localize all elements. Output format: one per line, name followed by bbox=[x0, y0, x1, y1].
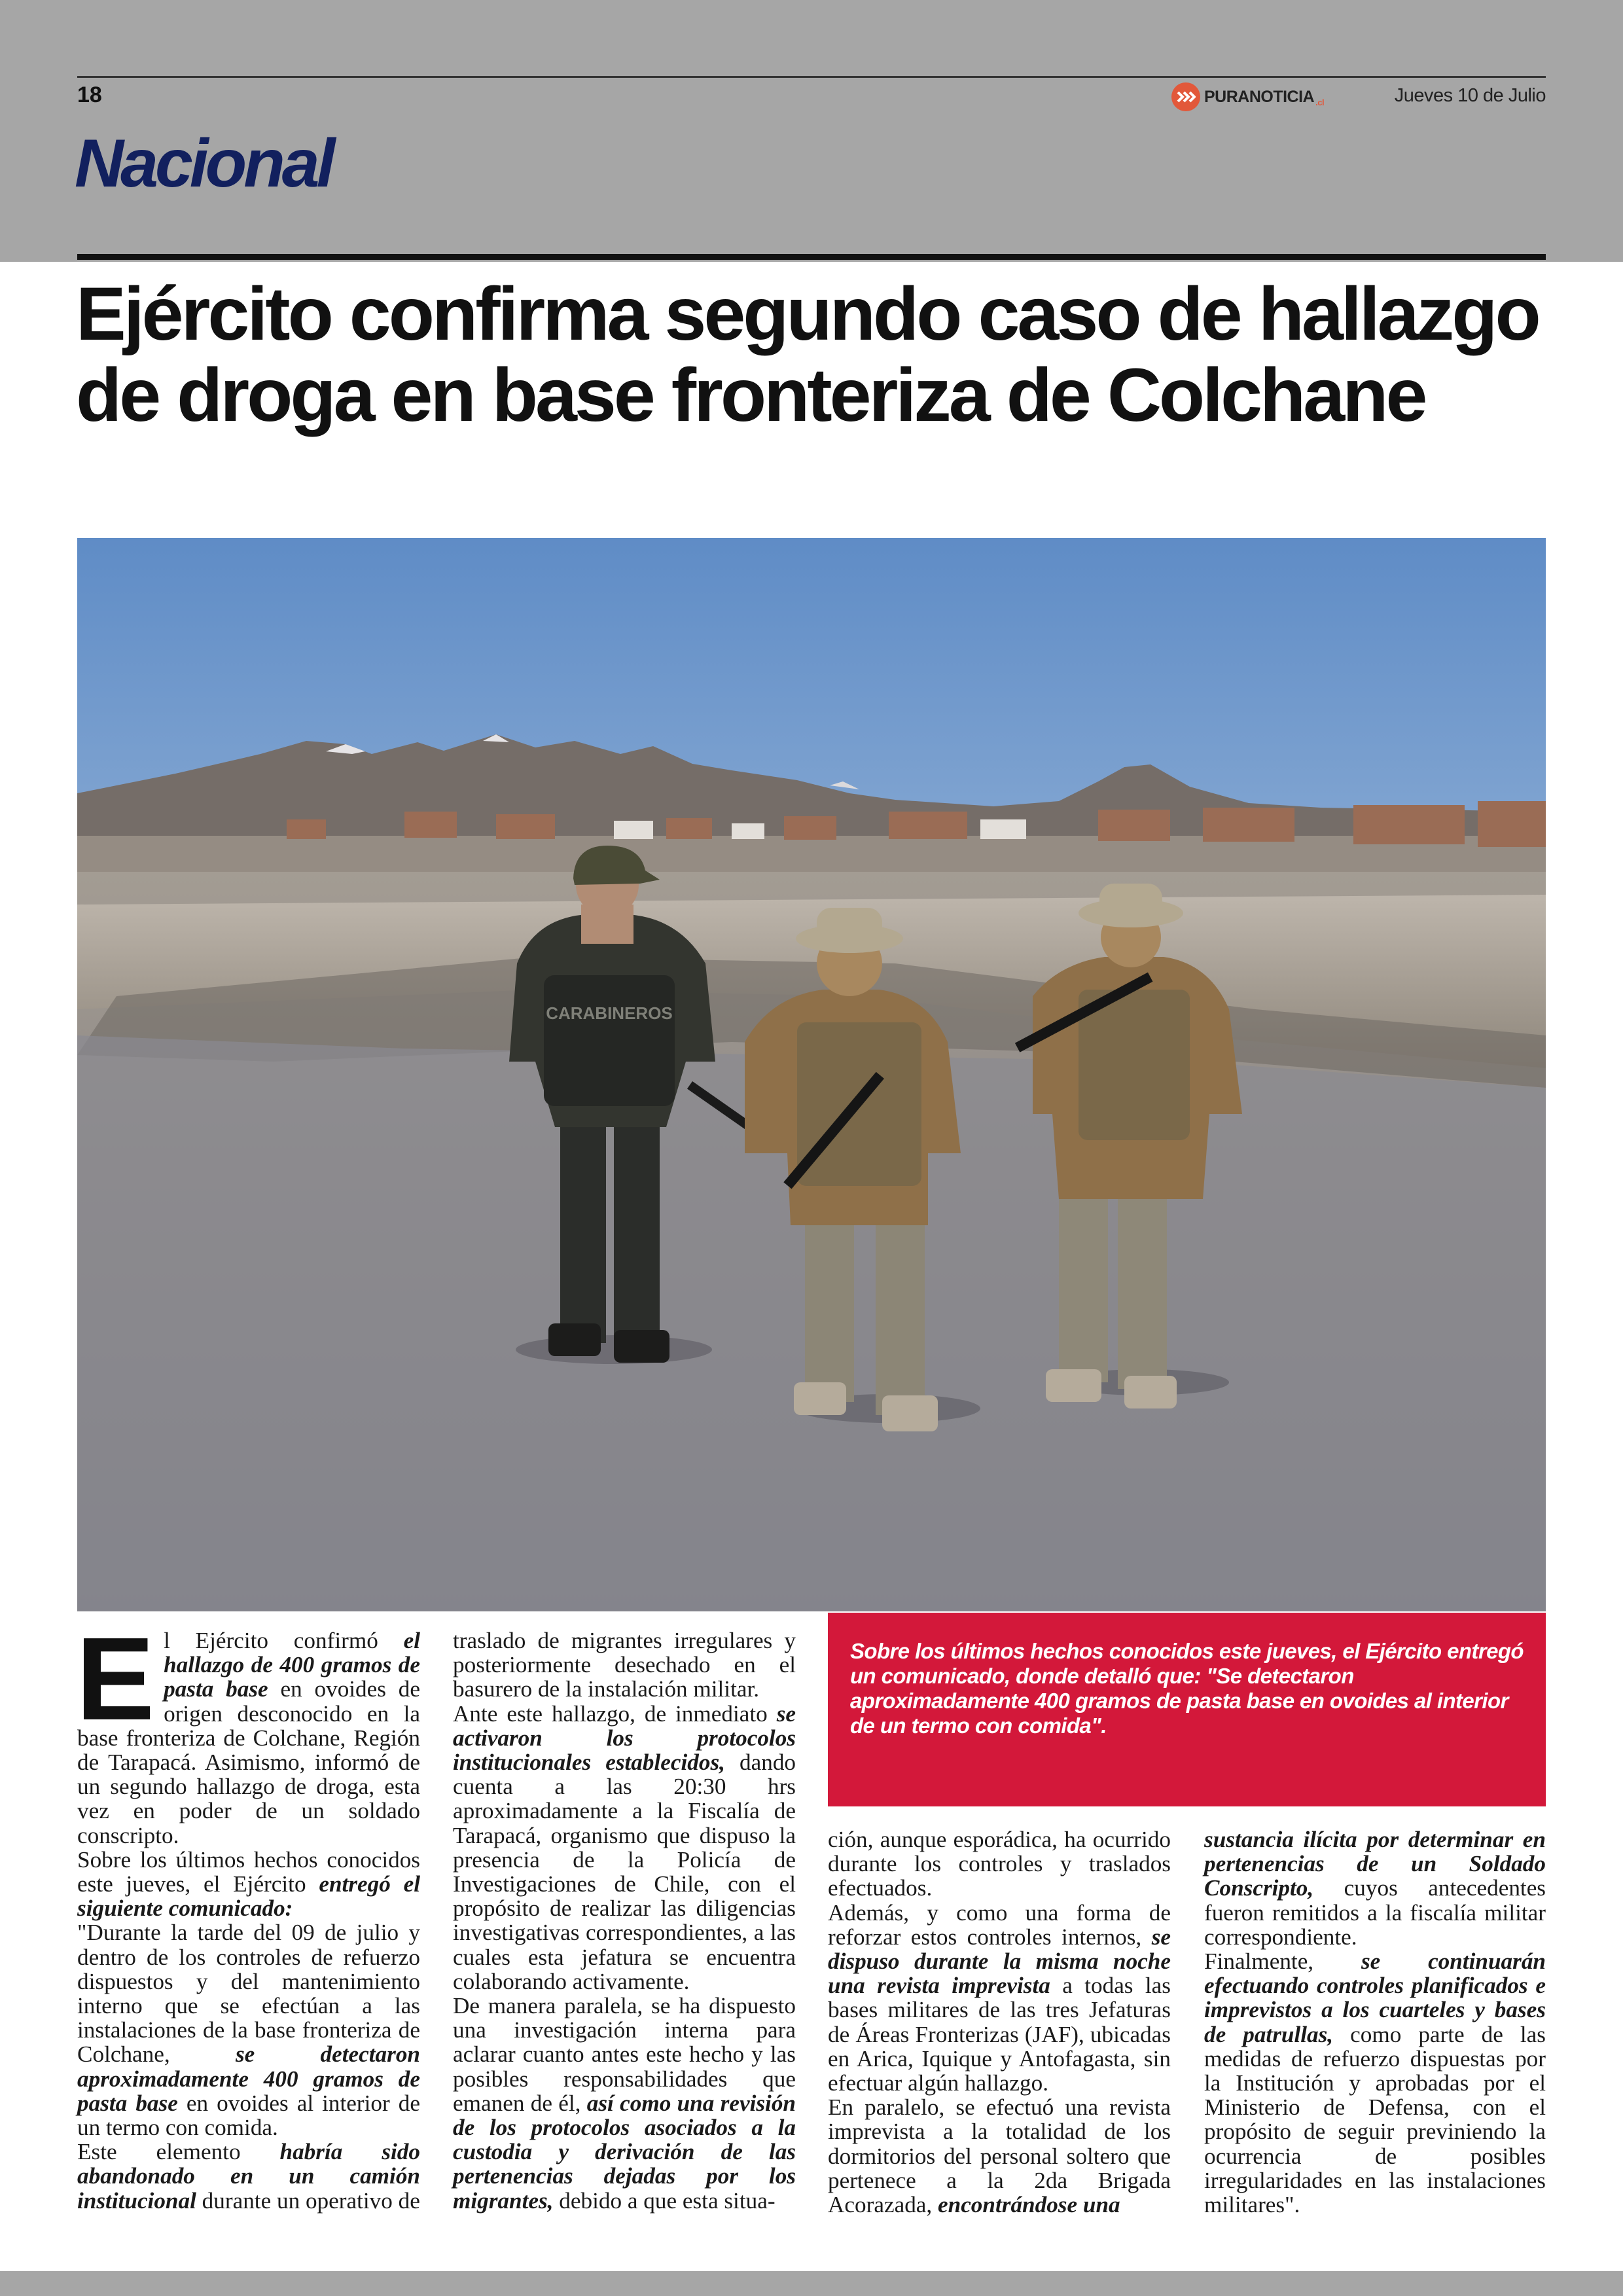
logo-suffix: .cl bbox=[1315, 98, 1325, 107]
section-title: Nacional bbox=[75, 126, 332, 202]
bold-text: sustancia ilícita por determinar en pertenencias de un Soldado Conscripto, bbox=[1204, 1827, 1546, 1901]
text: "Durante la tarde del 09 de julio y dentro de los controles de refuerzo dispuestos y del mantenimiento interno que se efectúan a las instalaciones de la base fronteriza de Colchane, bbox=[77, 1920, 420, 2068]
bold-text: habría sido abandonado en un camión institucional bbox=[77, 2139, 420, 2214]
text: Además, y como una forma de reforzar estos controles internos, bbox=[828, 1899, 1171, 1950]
issue-date: Jueves 10 de Julio bbox=[1394, 85, 1546, 106]
footer-band bbox=[0, 2271, 1623, 2296]
bold-text: se activaron los protocolos institucionales establecidos, bbox=[453, 1700, 796, 1776]
text: cuyos antecedentes fueron remitidos a la fiscalía militar correspondiente. bbox=[1204, 1875, 1546, 1950]
text: a todas las bases militares de las tres Jefaturas de Áreas Fronterizas (JAF), ubicadas en Arica, Iquique y Antofagasta, sin efectuar algún hallazgo. bbox=[828, 1973, 1171, 2096]
section-rule bbox=[77, 254, 1546, 260]
bold-text: se dispuso durante la misma noche una revista imprevista bbox=[828, 1924, 1171, 1999]
text: en ovoides de origen desconocido en la base fronteriza de Colchane, Región de Tarapacá. Asimismo, informó de un segundo hallazgo de droga, esta vez en poder de un soldado conscripto. bbox=[77, 1676, 420, 1848]
pull-quote bbox=[828, 1613, 1546, 1806]
text: l Ejército confirmó bbox=[164, 1628, 404, 1653]
text: ción, aunque esporádica, ha ocurrido durante los controles y traslados efectuados. bbox=[828, 1827, 1171, 1901]
drop-cap: E bbox=[76, 1613, 155, 1745]
article-column-2 bbox=[453, 1628, 796, 2213]
text: Finalmente, bbox=[1204, 1948, 1361, 1975]
text: como parte de las medidas de refuerzo dispuestas por la Institución y aprobadas por el Ministerio de Defensa, con el propósito de seguir previniendo la ocurrencia de posibles irregularidades en las instalaciones militares". bbox=[1204, 2021, 1546, 2218]
text: traslado de migrantes irregulares y posteriormente desechado en el basurero de la instalación militar. bbox=[453, 1628, 796, 1702]
bold-text: entregó el siguiente comunicado: bbox=[77, 1871, 420, 1922]
bold-text: así como una revisión de los protocolos asociados a la custodia y derivación de las pertenencias dejadas por los migrantes, bbox=[453, 2090, 796, 2214]
article-photo bbox=[77, 538, 1546, 1611]
header-rule bbox=[77, 76, 1546, 78]
vest-label: CARABINEROS bbox=[546, 1003, 673, 1023]
text: Sobre los últimos hechos conocidos este jueves, el Ejército bbox=[77, 1846, 420, 1897]
pull-quote-text: Sobre los últimos hechos conocidos este jueves, el Ejército entregó un comunicado, donde detalló que: "Se detectaron aproximadamente 400 gramos de pasta base en ovoides al interior de un termo con comida". bbox=[850, 1639, 1524, 1738]
logo-text: PURANOTICIA bbox=[1204, 87, 1315, 106]
bold-text: encontrándose una bbox=[938, 2192, 1120, 2218]
text: dando cuenta a las 20:30 hrs aproximadamente a la Fiscalía de Tarapacá, organismo que dispuso la presencia de la Policía de Investigaciones de Chile, con el propósito de realizar las diligencias investigativas correspondientes, a las cuales esta jefatura se encuentra colaborando activamente. bbox=[453, 1749, 796, 1994]
headline: Ejército confirma segundo caso de hallazgo de droga en base fronteriza de Colchane bbox=[76, 272, 1539, 437]
article-column-3 bbox=[828, 1827, 1171, 2217]
text: En paralelo, se efectuó una revista imprevista a la totalidad de los dormitorios del personal soltero que pertenece a la 2da Brigada Acorazada, bbox=[828, 2094, 1171, 2218]
text: debido a que esta situa- bbox=[553, 2187, 776, 2214]
bold-text: se continuarán efectuando controles planificados e imprevistos a los cuarteles y bases de patrullas, bbox=[1204, 1948, 1546, 2047]
text: durante un operativo de bbox=[196, 2187, 420, 2214]
text: Ante este hallazgo, de inmediato bbox=[453, 1700, 777, 1727]
bold-text: el hallazgo de 400 gramos de pasta base bbox=[164, 1628, 420, 1702]
article-column-4 bbox=[1204, 1827, 1546, 2217]
text: Este elemento bbox=[77, 2139, 280, 2165]
page-number: 18 bbox=[77, 82, 102, 107]
text: De manera paralela, se ha dispuesto una investigación interna para aclarar cuanto antes este hecho y las posibles responsabilidades que emanen de él, bbox=[453, 1993, 796, 2116]
text: en ovoides al interior de un termo con comida. bbox=[77, 2090, 421, 2141]
bold-text: se detectaron aproximadamente 400 gramos de pasta base bbox=[77, 2041, 420, 2116]
logo-chevrons-icon bbox=[1171, 82, 1200, 111]
puranoticia-logo bbox=[1171, 82, 1324, 111]
article-column-1 bbox=[76, 1613, 421, 2214]
